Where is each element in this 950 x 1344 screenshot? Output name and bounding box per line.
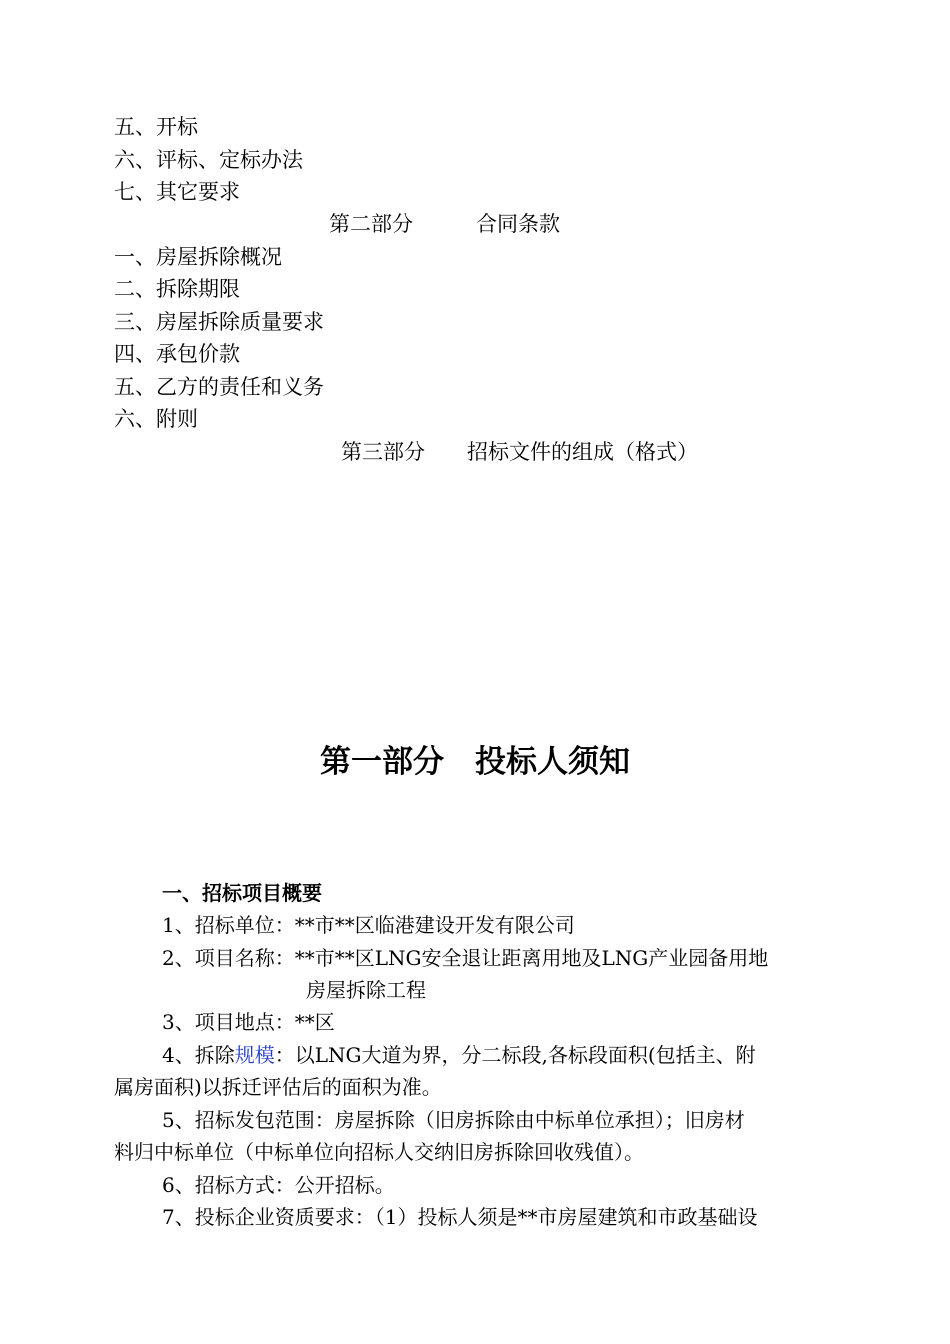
item-bidding-unit: 1、招标单位：**市**区临港建设开发有限公司 [162,913,575,937]
item-project-name-line2: 房屋拆除工程 [306,978,426,1002]
scale-link[interactable]: 规模 [234,1043,275,1067]
toc-item-bid-opening: 五、开标 [114,115,198,139]
toc-item-other-requirements: 七、其它要求 [114,180,240,204]
toc-item-evaluation: 六、评标、定标办法 [114,148,303,172]
item-scope-line2: 料归中标单位（中标单位向招标人交纳旧房拆除回收残值）。 [114,1140,644,1164]
item-project-name-line1: 2、项目名称：**市**区LNG安全退让距离用地及LNG产业园备用地 [162,946,769,970]
item-qualification-line1: 7、投标企业资质要求：（1）投标人须是**市房屋建筑和市政基础设 [162,1205,758,1229]
toc-item-quality-requirements: 三、房屋拆除质量要求 [114,310,324,334]
toc-item-demolition-overview: 一、房屋拆除概况 [114,245,282,269]
toc-item-party-b-duties: 五、乙方的责任和义务 [114,375,324,399]
item-demolition-scale-line1 [162,1039,756,1071]
item4-prefix: 4、拆除 [162,1043,235,1067]
toc-part3-header: 第三部分 招标文件的组成（格式） [341,440,698,464]
item-scope-line1: 5、招标发包范围：房屋拆除（旧房拆除由中标单位承担）；旧房材 [162,1108,745,1132]
toc-item-demolition-period: 二、拆除期限 [114,277,240,301]
toc-item-supplementary: 六、附则 [114,407,198,431]
item-demolition-scale-line2: 属房面积)以拆迁评估后的面积为准。 [114,1075,442,1099]
item-bidding-method: 6、招标方式：公开招标。 [162,1173,395,1197]
item-project-location: 3、项目地点：**区 [162,1010,335,1034]
item4-rest: ：以LNG大道为界，分二标段,各标段面积(包括主、附 [274,1043,756,1067]
part1-title: 第一部分 投标人须知 [320,744,630,780]
section1-heading: 一、招标项目概要 [162,881,322,905]
toc-item-contract-price: 四、承包价款 [114,342,240,366]
toc-part2-header: 第二部分 合同条款 [329,212,560,236]
